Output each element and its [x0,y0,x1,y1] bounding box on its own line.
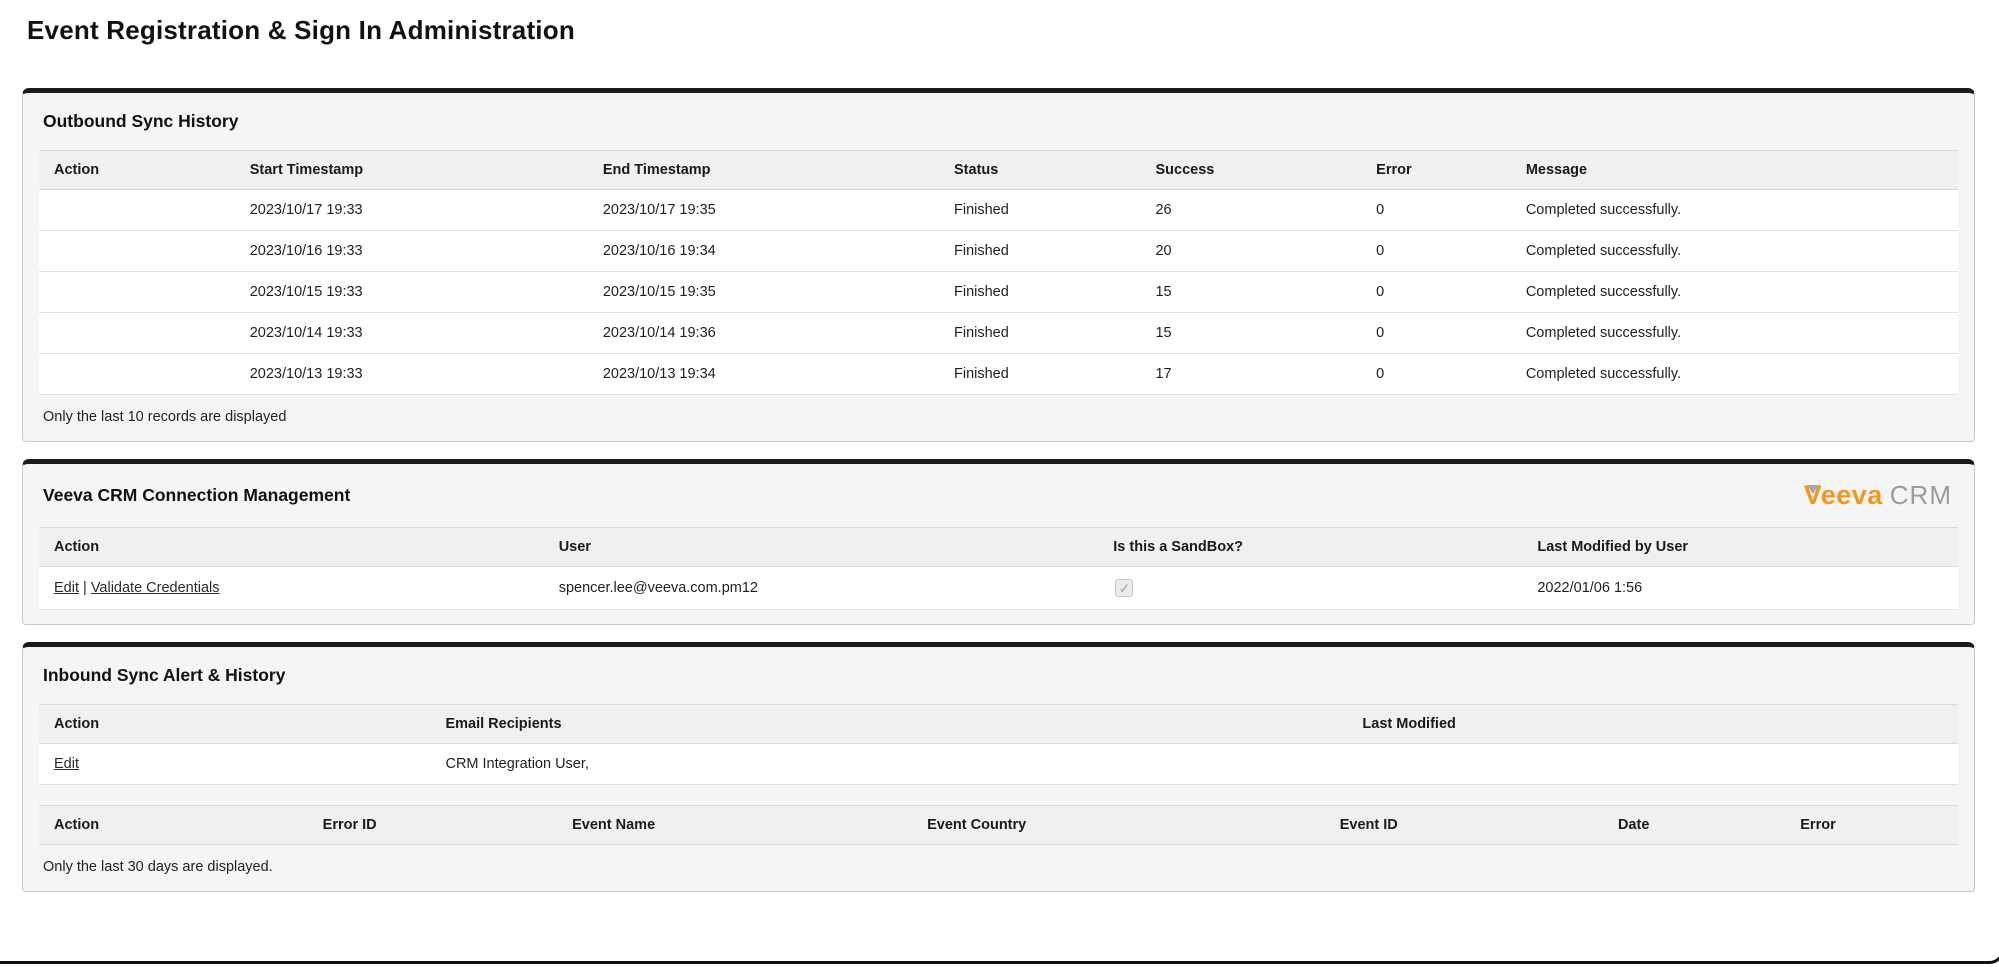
table-header-row [39,705,1958,744]
inbound-sync-panel-header [39,661,1958,704]
cell-success: 26 [1140,190,1361,231]
cell-message: Completed successfully. [1511,231,1958,272]
col-header-start-timestamp: Start Timestamp [235,151,588,190]
cell-action [39,567,544,610]
cell-end-timestamp: 2023/10/16 19:34 [588,231,939,272]
cell-start-timestamp: 2023/10/15 19:33 [235,272,588,313]
col-header-action: Action [39,151,235,190]
col-header-action: Action [39,528,544,567]
col-header-last-modified-by-user: Last Modified by User [1522,528,1958,567]
inbound-sync-panel [22,642,1975,892]
edit-link[interactable]: Edit [54,580,79,596]
col-header-event-country: Event Country [912,806,1325,845]
table-header-row [39,528,1958,567]
col-header-success: Success [1140,151,1361,190]
crm-connection-panel [22,459,1975,625]
col-header-error: Error [1785,806,1958,845]
cell-action [39,272,235,313]
cell-last-modified [860,744,1958,785]
col-header-action: Action [39,705,430,744]
cell-error: 0 [1361,272,1511,313]
cell-success: 17 [1140,354,1361,395]
veeva-v-triangle-icon [1807,485,1819,494]
col-header-date: Date [1603,806,1785,845]
outbound-sync-table [39,150,1958,395]
crm-connection-panel-header [39,478,1958,527]
check-icon: ✓ [1118,580,1130,596]
col-header-error: Error [1361,151,1511,190]
cell-end-timestamp: 2023/10/13 19:34 [588,354,939,395]
cell-start-timestamp: 2023/10/16 19:33 [235,231,588,272]
validate-credentials-link[interactable]: Validate Credentials [90,580,220,596]
table-row [39,313,1958,354]
col-header-email-recipients: Email Recipients [430,705,860,744]
cell-start-timestamp: 2023/10/14 19:33 [235,313,588,354]
cell-error: 0 [1361,354,1511,395]
veeva-crm-logo [1804,482,1954,509]
inbound-alert-table [39,704,1958,785]
cell-email-recipients: CRM Integration User, [430,744,860,785]
col-header-error-id: Error ID [308,806,557,845]
cell-error: 0 [1361,231,1511,272]
cell-success: 15 [1140,272,1361,313]
cell-success: 20 [1140,231,1361,272]
cell-user: spencer.lee@veeva.com.pm12 [544,567,1099,610]
col-header-action: Action [39,806,308,845]
col-header-status: Status [939,151,1140,190]
inbound-history-table [39,805,1958,845]
cell-end-timestamp: 2023/10/14 19:36 [588,313,939,354]
table-header-row [39,806,1958,845]
cell-error: 0 [1361,313,1511,354]
cell-status: Finished [939,272,1140,313]
cell-action [39,313,235,354]
outbound-sync-panel [22,88,1975,442]
cell-end-timestamp: 2023/10/15 19:35 [588,272,939,313]
table-spacer [39,785,1958,805]
cell-status: Finished [939,190,1140,231]
cell-message: Completed successfully. [1511,354,1958,395]
col-header-last-modified: Last Modified [860,705,1958,744]
cell-start-timestamp: 2023/10/17 19:33 [235,190,588,231]
table-row [39,744,1958,785]
cell-error: 0 [1361,190,1511,231]
cell-message: Completed successfully. [1511,272,1958,313]
inbound-sync-footer-note: Only the last 30 days are displayed. [43,859,273,875]
col-header-user: User [544,528,1099,567]
col-header-message: Message [1511,151,1958,190]
cell-end-timestamp: 2023/10/17 19:35 [588,190,939,231]
crm-connection-table [39,527,1958,610]
cell-last-modified-by-user: 2022/01/06 1:56 [1522,567,1958,610]
cell-message: Completed successfully. [1511,313,1958,354]
table-row [39,567,1958,610]
outbound-sync-panel-header [39,107,1958,150]
cell-action [39,354,235,395]
cell-action [39,190,235,231]
cell-action [39,744,430,785]
crm-connection-title: Veeva CRM Connection Management [43,485,351,505]
table-row [39,231,1958,272]
cell-status: Finished [939,354,1140,395]
col-header-end-timestamp: End Timestamp [588,151,939,190]
table-header-row [39,151,1958,190]
cell-start-timestamp: 2023/10/13 19:33 [235,354,588,395]
outbound-sync-title: Outbound Sync History [43,111,239,131]
table-row [39,272,1958,313]
col-header-event-id: Event ID [1325,806,1603,845]
crm-logo-text: CRM [1889,480,1952,510]
outbound-sync-footer-note: Only the last 10 records are displayed [43,409,287,425]
cell-sandbox [1098,567,1522,610]
page-title: Event Registration & Sign In Administration [27,15,575,45]
veeva-logo-wordmark: Veeva [1803,480,1883,510]
table-row [39,354,1958,395]
cell-message: Completed successfully. [1511,190,1958,231]
cell-status: Finished [939,231,1140,272]
cell-status: Finished [939,313,1140,354]
table-row [39,190,1958,231]
cell-action [39,231,235,272]
cell-success: 15 [1140,313,1361,354]
inbound-sync-title: Inbound Sync Alert & History [43,665,286,685]
inbound-edit-link[interactable]: Edit [54,756,79,772]
sandbox-checkbox [1115,579,1133,597]
link-separator: | [79,580,91,596]
col-header-sandbox: Is this a SandBox? [1098,528,1522,567]
col-header-event-name: Event Name [557,806,912,845]
